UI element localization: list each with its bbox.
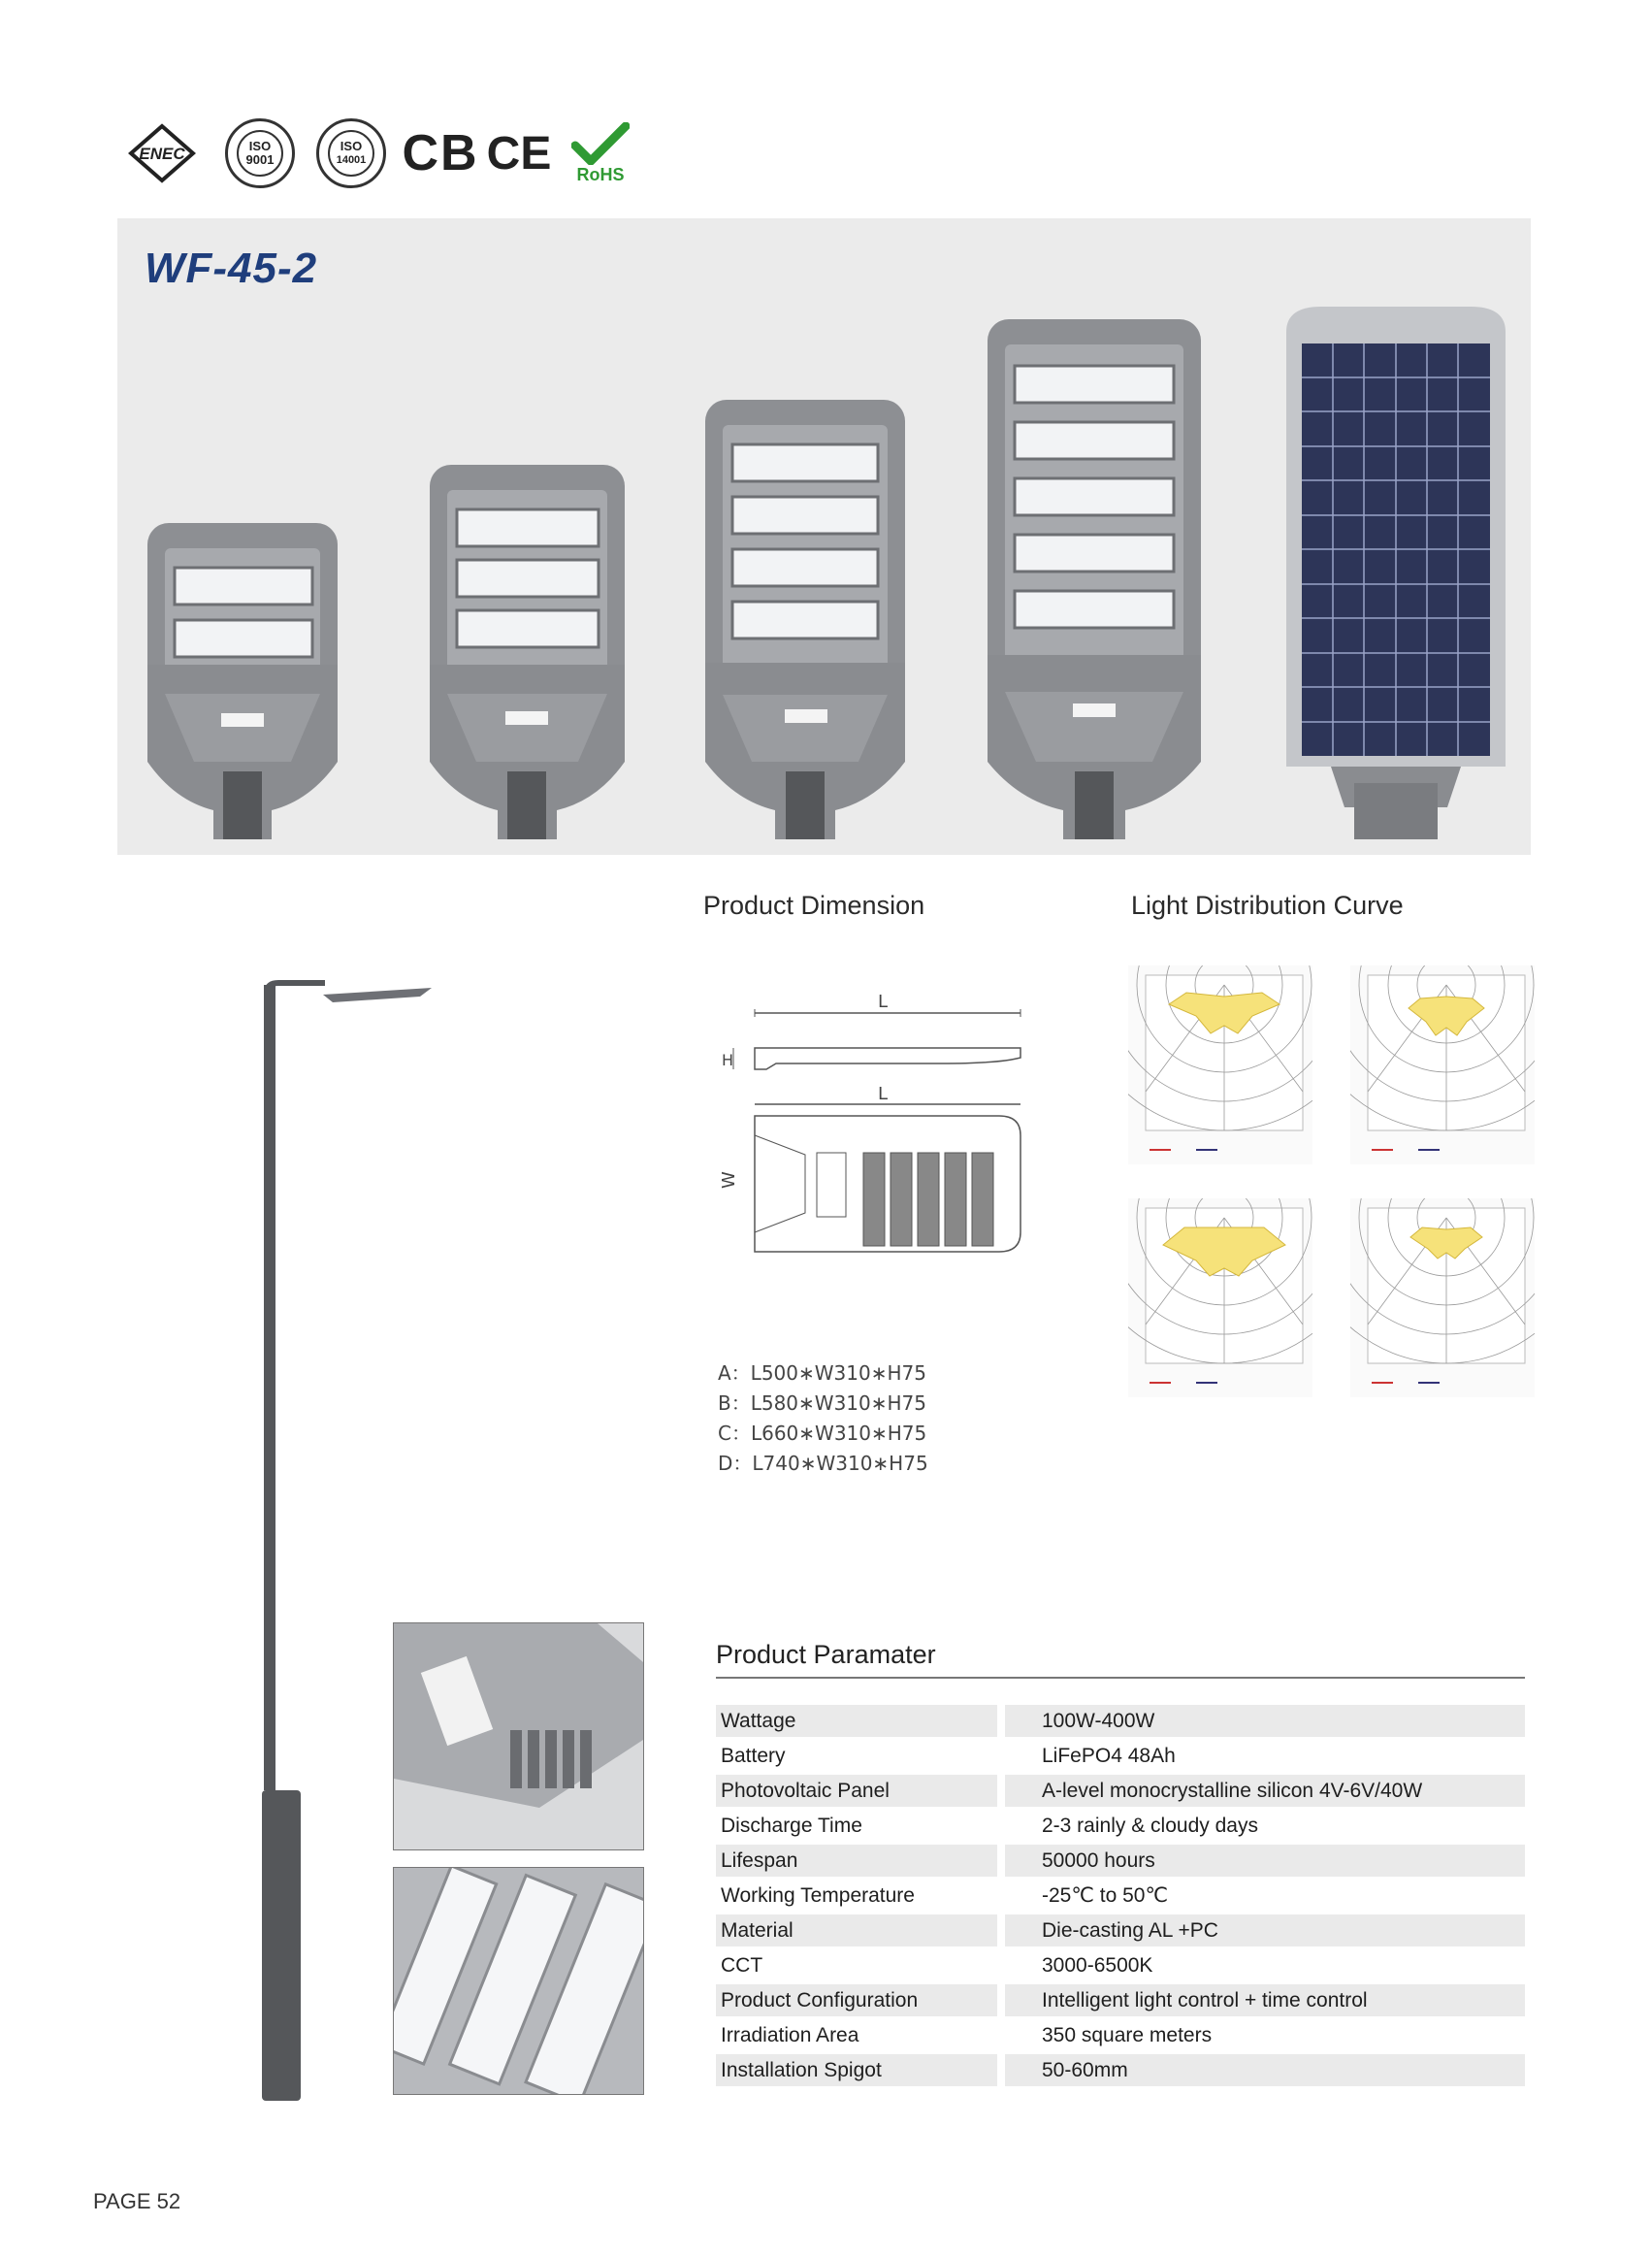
param-row <box>716 1949 1525 1981</box>
param-key: Material <box>716 1914 997 1946</box>
polar-curve-c <box>1128 1198 1312 1397</box>
param-row <box>716 2019 1525 2051</box>
param-row <box>716 1880 1525 1912</box>
param-key: Working Temperature <box>721 1884 915 1907</box>
solar-panel <box>1282 303 1509 839</box>
param-value: A-level monocrystalline silicon 4V-6V/40W <box>1005 1775 1525 1807</box>
param-row <box>716 2054 1525 2086</box>
lamp-5-module <box>986 315 1203 839</box>
detail-photo-led-modules <box>393 1867 644 2095</box>
dimension-a: A：L500∗W310∗H75 <box>718 1361 926 1385</box>
param-key: CCT <box>721 1954 763 1977</box>
lamp-4-module <box>703 396 907 839</box>
ce-label: CE <box>486 127 552 180</box>
param-row <box>716 1810 1525 1842</box>
enec-logo <box>128 114 196 192</box>
param-key: Photovoltaic Panel <box>716 1775 997 1807</box>
param-value: -25℃ to 50℃ <box>1042 1884 1169 1907</box>
param-row <box>716 1740 1525 1772</box>
rohs-logo <box>561 114 640 192</box>
param-row <box>716 1705 1525 1737</box>
curve-title: Light Distribution Curve <box>1131 891 1404 920</box>
param-key: Wattage <box>716 1705 997 1737</box>
param-value: 50-60mm <box>1005 2054 1525 2086</box>
width-label: W <box>719 1171 739 1189</box>
dimension-drawing <box>708 990 1038 1261</box>
param-key: Installation Spigot <box>716 2054 997 2086</box>
polar-curve-d <box>1350 1198 1535 1397</box>
param-title: Product Paramater <box>716 1640 936 1669</box>
iso9001-num: 9001 <box>245 152 275 167</box>
lamp-2-module <box>146 519 340 839</box>
model-title: WF-45-2 <box>145 245 318 292</box>
param-row <box>716 1775 1525 1807</box>
param-value: 2-3 rainly & cloudy days <box>1042 1815 1258 1837</box>
param-value: 350 square meters <box>1042 2024 1213 2046</box>
iso14001-top: ISO <box>340 139 363 153</box>
detail-photo-sensor <box>393 1622 644 1850</box>
dimension-b: B：L580∗W310∗H75 <box>718 1391 926 1415</box>
iso9001-logo <box>225 114 295 192</box>
param-row <box>716 1984 1525 2016</box>
polar-curve-b <box>1350 965 1535 1164</box>
param-divider <box>716 1677 1525 1679</box>
dimension-title: Product Dimension <box>703 891 925 920</box>
height-label: H <box>722 1051 734 1069</box>
param-value: 3000-6500K <box>1042 1954 1153 1977</box>
page-number: PAGE 52 <box>93 2189 181 2213</box>
param-row <box>716 1845 1525 1877</box>
param-value: 100W-400W <box>1005 1705 1525 1737</box>
length-label-top: L <box>877 992 889 1012</box>
param-value: Intelligent light control + time control <box>1005 1984 1525 2016</box>
lamp-3-module <box>428 461 627 839</box>
param-key: Product Configuration <box>716 1984 997 2016</box>
param-key: Lifespan <box>716 1845 997 1877</box>
param-value: 50000 hours <box>1005 1845 1525 1877</box>
param-key: Discharge Time <box>721 1815 862 1837</box>
iso9001-top: ISO <box>248 139 272 153</box>
ce-logo <box>485 114 553 192</box>
dimensions-list <box>718 1358 928 1479</box>
dimension-c: C：L660∗W310∗H75 <box>718 1422 927 1445</box>
length-label-bottom: L <box>877 1084 889 1104</box>
polar-curve-a <box>1128 965 1312 1164</box>
param-value: Die-casting AL +PC <box>1005 1914 1525 1946</box>
iso14001-logo <box>316 114 386 192</box>
param-value: LiFePO4 48Ah <box>1042 1745 1176 1767</box>
param-key: Irradiation Area <box>721 2024 859 2046</box>
dimension-d: D：L740∗W310∗H75 <box>718 1452 928 1475</box>
param-key: Battery <box>721 1745 786 1767</box>
cb-logo <box>402 114 479 192</box>
param-row <box>716 1914 1525 1946</box>
cb-label: CB <box>402 125 479 181</box>
enec-label: ENEC <box>139 145 185 163</box>
check-icon <box>571 122 630 165</box>
rohs-label: RoHS <box>576 164 625 184</box>
iso14001-num: 14001 <box>336 154 367 166</box>
